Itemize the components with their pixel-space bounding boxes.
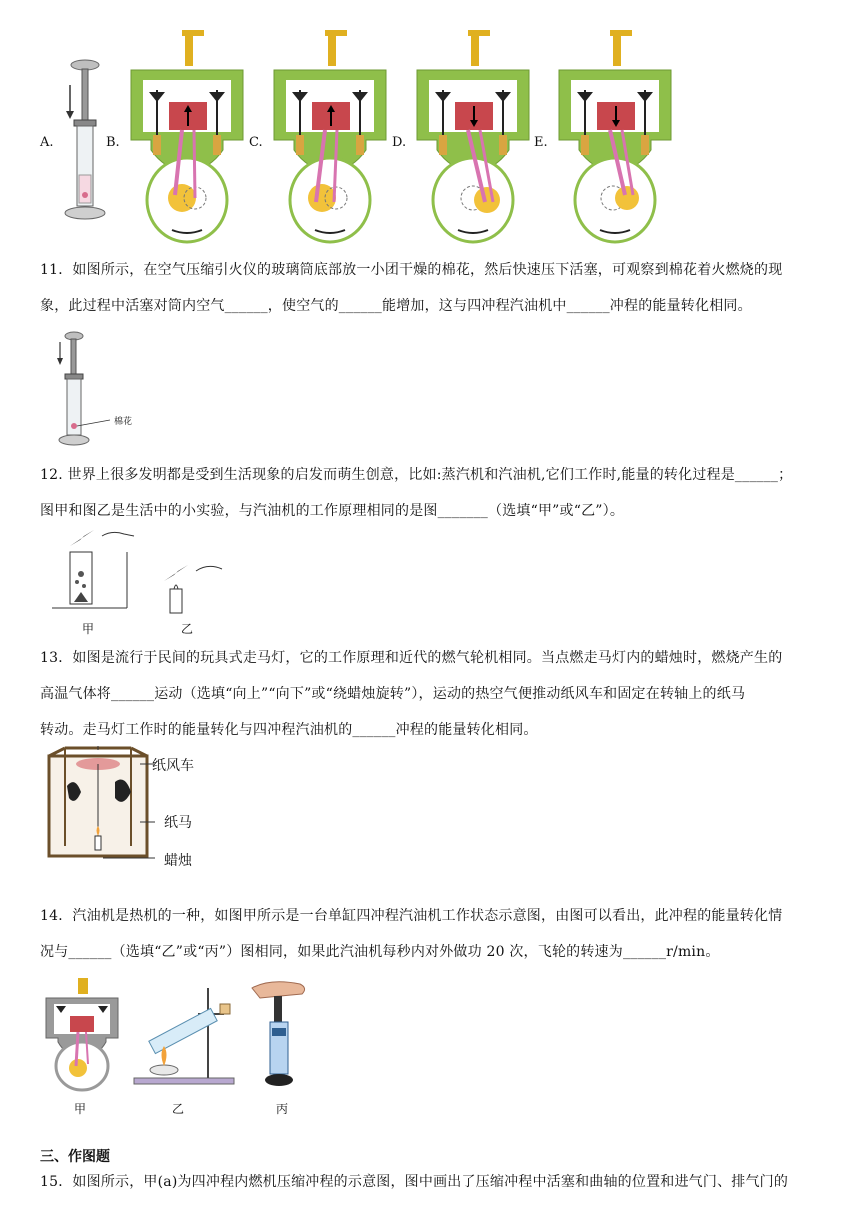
- engine-diagram-e-icon: [555, 30, 675, 252]
- heated-test-tube-yi-icon: [128, 984, 240, 1088]
- engine-diagram-b-icon: [127, 30, 247, 252]
- figure-label-bing: 丙: [276, 1102, 289, 1116]
- revolving-lantern-icon: [45, 746, 155, 864]
- air-compression-pump-icon: [50, 330, 110, 448]
- option-label-e: E.: [534, 135, 548, 150]
- engine-diagram-c-icon: [270, 30, 390, 252]
- cotton-label: 棉花: [114, 417, 133, 427]
- option-label-c: C.: [249, 135, 263, 150]
- question-14-line-1: 14．汽油机是热机的一种，如图甲所示是一台单缸四冲程汽油机工作状态示意图，由图可以看出，此冲程的能量转化情: [40, 908, 783, 924]
- engine-diagram-d-icon: [413, 30, 533, 252]
- figure-label-jia: 甲: [74, 1102, 87, 1116]
- figure-label-yi: 乙: [181, 622, 194, 636]
- question-13-line-2: 高温气体将______运动（选填“向上”“向下”或“绕蜡烛旋转”），运动的热空气便推动纸风车和固定在转轴上的纸马: [40, 686, 746, 702]
- question-13-line-3: 转动。走马灯工作时的能量转化与四冲程汽油机的______冲程的能量转化相同。: [40, 722, 538, 738]
- question-12-line-2: 图甲和图乙是生活中的小实验，与汽油机的工作原理相同的是图_______（选填“甲”或“乙”）。: [40, 503, 625, 519]
- section-heading: 三、作图题: [40, 1149, 110, 1165]
- question-14-line-2: 况与______（选填“乙”或“丙”）图相同，如果此汽油机每秒内对外做功 20 次，飞轮的转速为______r/min。: [40, 944, 720, 960]
- option-label-d: D.: [392, 135, 407, 150]
- label-candle: 蜡烛: [164, 853, 192, 869]
- pinwheel-test-tube-jia-icon: [52, 522, 142, 618]
- pinwheel-flame-yi-icon: [150, 555, 230, 615]
- question-12-line-1: 12. 世界上很多发明都是受到生活现象的启发而萌生创意，比如:蒸汽机和汽油机,它们工作时,能量的转化过程是______；: [40, 467, 793, 483]
- question-11-line-2: 象，此过程中活塞对筒内空气______，使空气的______能增加，这与四冲程汽油机中______冲程的能量转化相同。: [40, 298, 752, 314]
- hand-pump-bing-icon: [250, 978, 310, 1090]
- figure-label-yi: 乙: [172, 1102, 185, 1116]
- label-paper-pinwheel: 纸风车: [152, 758, 194, 774]
- figure-label-jia: 甲: [82, 622, 95, 636]
- air-compression-pump-icon: [60, 55, 110, 225]
- label-paper-horse: 纸马: [164, 815, 192, 831]
- option-label-b: B.: [106, 135, 120, 150]
- engine-jia-icon: [42, 978, 122, 1096]
- question-13-line-1: 13．如图是流行于民间的玩具式走马灯，它的工作原理和近代的燃气轮机相同。当点燃走马灯内的蜡烛时，燃烧产生的: [40, 650, 783, 666]
- question-15-line-1: 15．如图所示，甲(a)为四冲程内燃机压缩冲程的示意图，图中画出了压缩冲程中活塞和曲轴的位置和进气门、排气门的: [40, 1174, 789, 1190]
- option-label-a: A.: [40, 135, 54, 150]
- question-11-line-1: 11．如图所示，在空气压缩引火仪的玻璃筒底部放一小团干燥的棉花，然后快速压下活塞，可观察到棉花着火燃烧的现: [40, 262, 783, 278]
